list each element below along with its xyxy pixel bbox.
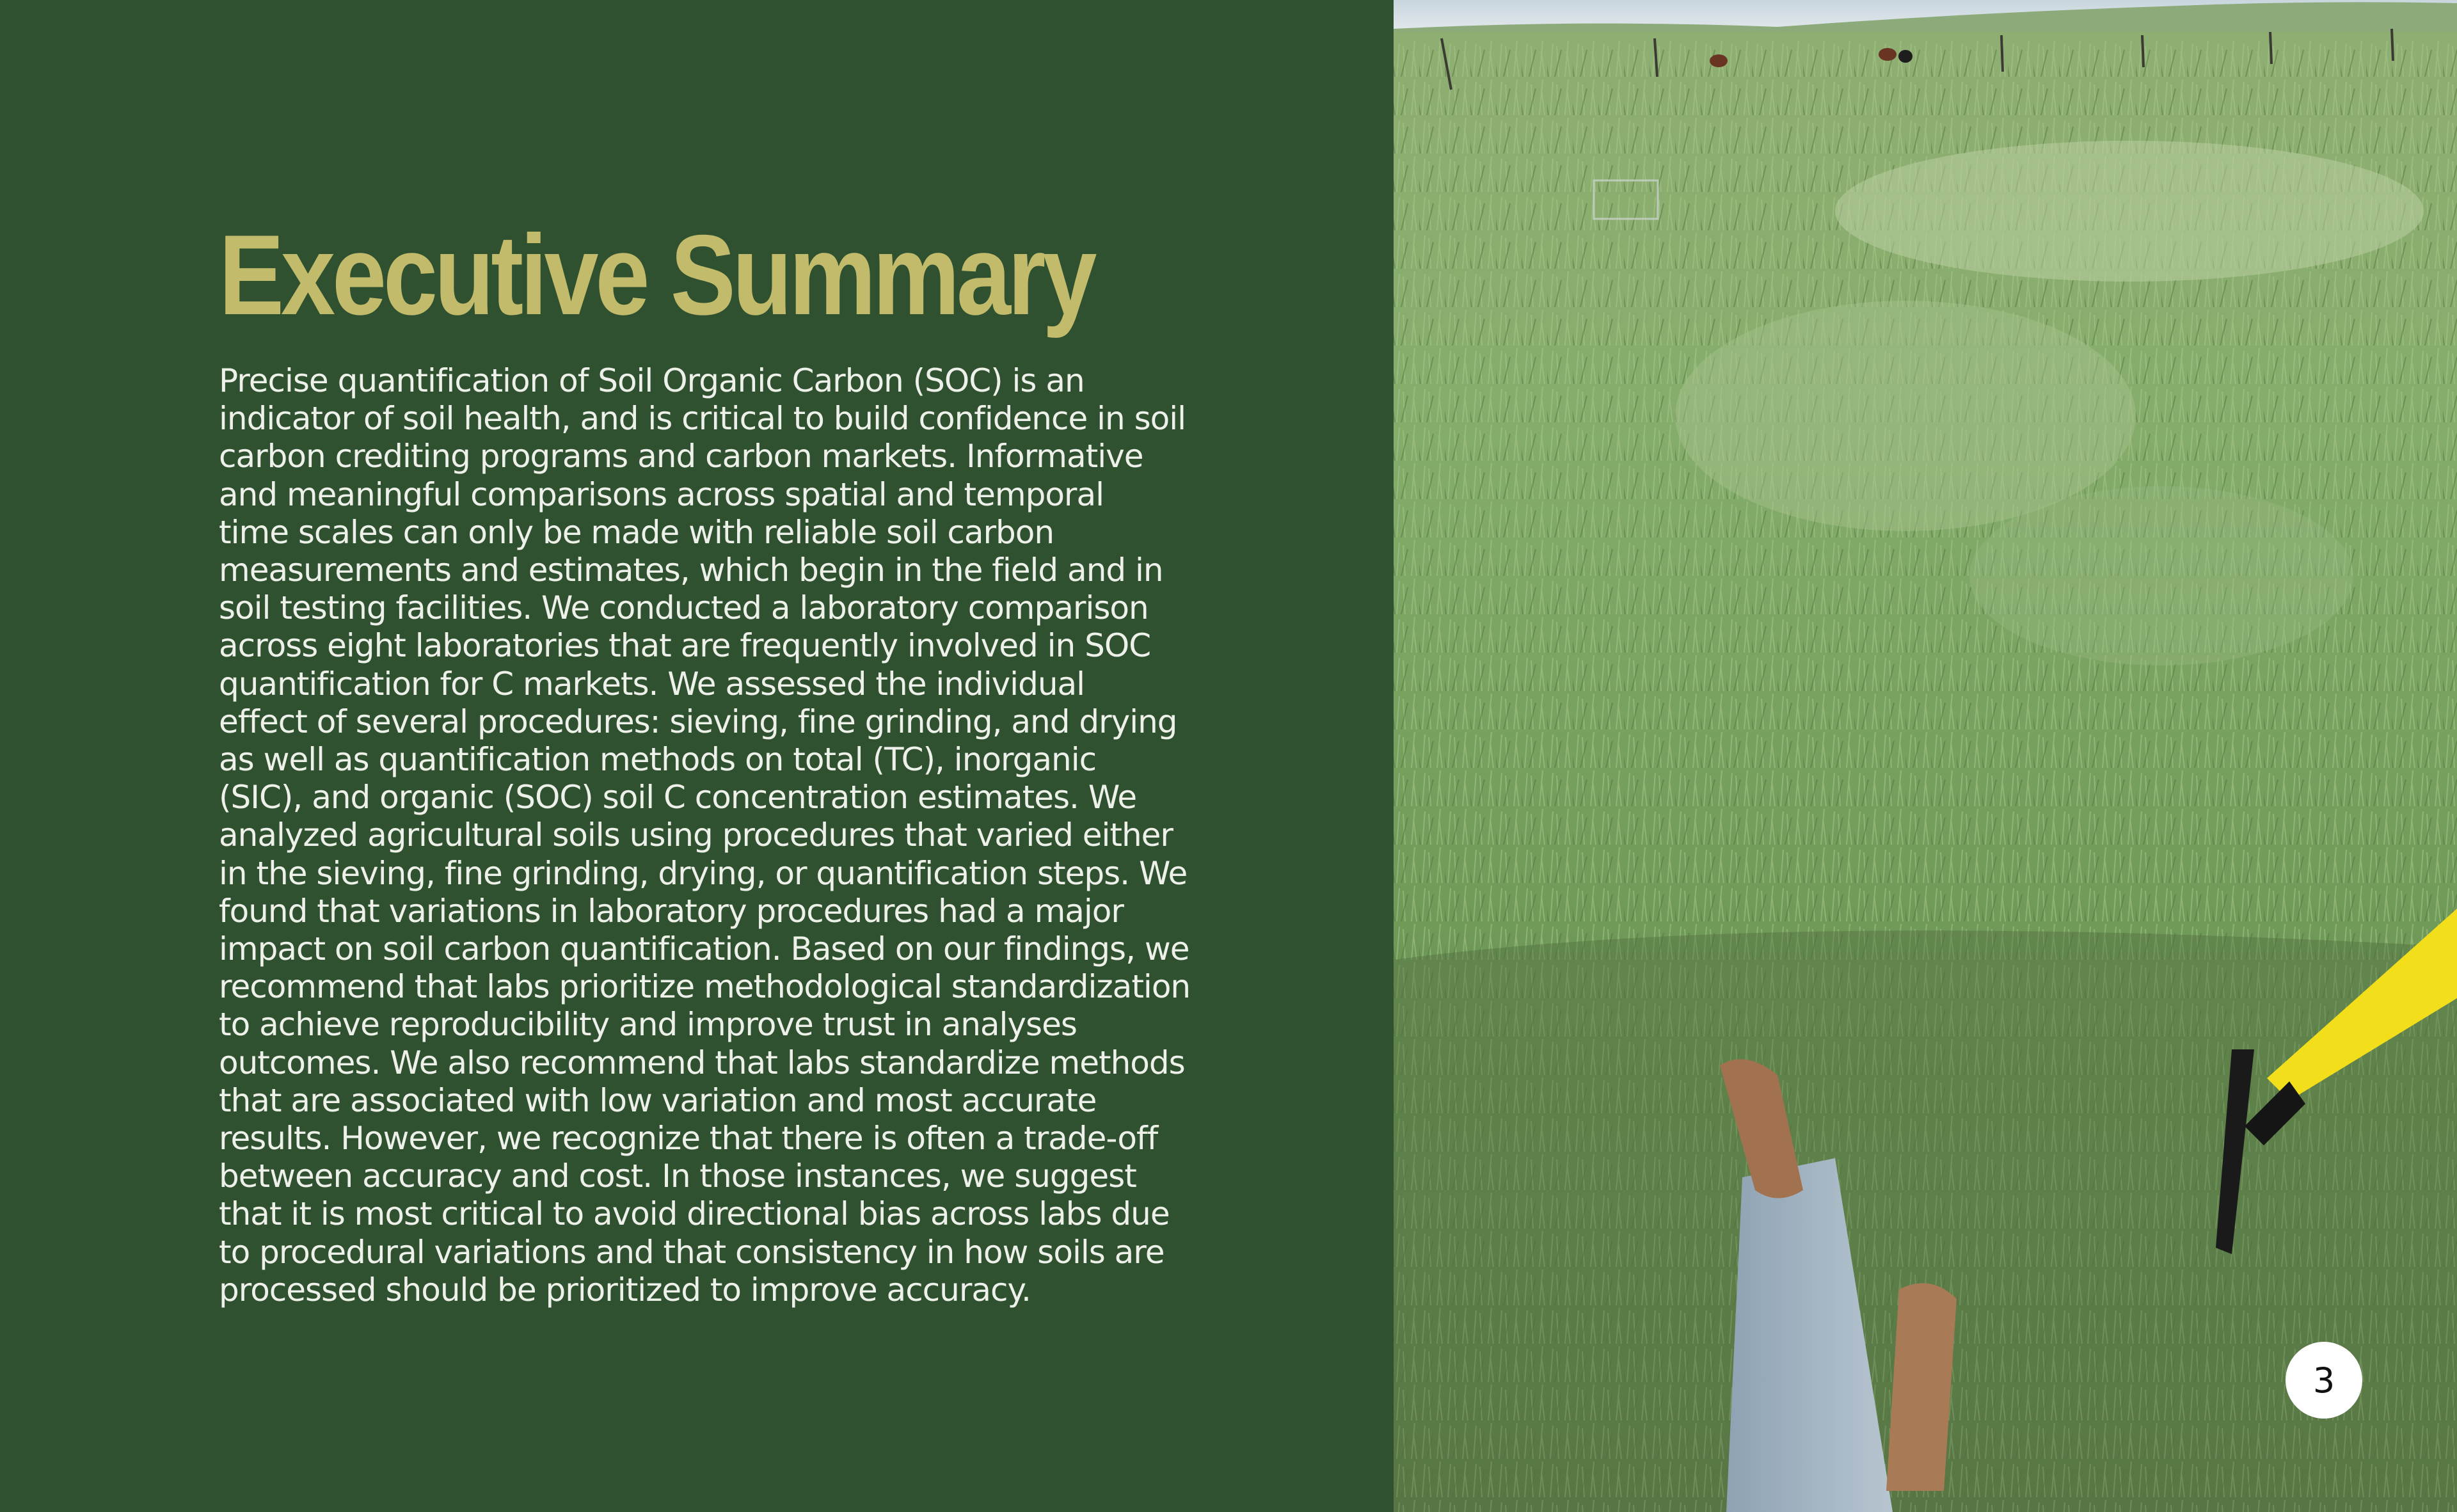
summary-line: outcomes. We also recommend that labs standardize methods bbox=[219, 1044, 1185, 1081]
summary-line: indicator of soil health, and is critical to build confidence in soil bbox=[219, 400, 1186, 438]
page-number-badge: 3 bbox=[2286, 1342, 2362, 1419]
summary-line: processed should be prioritized to improve accuracy. bbox=[219, 1271, 1031, 1309]
summary-line: measurements and estimates, which begin in the field and in bbox=[219, 552, 1163, 589]
summary-line: impact on soil carbon quantification. Based on our findings, we bbox=[219, 930, 1189, 968]
page-title: Executive Summary bbox=[219, 211, 1094, 338]
summary-line: (SIC), and organic (SOC) soil C concentration estimates. We bbox=[219, 779, 1137, 816]
summary-line: that it is most critical to avoid directional bias across labs due bbox=[219, 1195, 1170, 1233]
summary-paragraph bbox=[219, 362, 1230, 1309]
summary-line: in the sieving, fine grinding, drying, or quantification steps. We bbox=[219, 854, 1188, 892]
summary-line: found that variations in laboratory procedures had a major bbox=[219, 892, 1124, 930]
summary-line: as well as quantification methods on total (TC), inorganic bbox=[219, 741, 1097, 779]
summary-line: that are associated with low variation and most accurate bbox=[219, 1081, 1097, 1119]
summary-line: soil testing facilities. We conducted a laboratory comparison bbox=[219, 589, 1149, 627]
summary-line: quantification for C markets. We assessed the individual bbox=[219, 665, 1085, 703]
summary-line: and meaningful comparisons across spatial and temporal bbox=[219, 475, 1104, 513]
summary-line: Precise quantification of Soil Organic Carbon (SOC) is an bbox=[219, 362, 1085, 399]
summary-line: between accuracy and cost. In those instances, we suggest bbox=[219, 1158, 1136, 1195]
summary-line: analyzed agricultural soils using procedures that varied either bbox=[219, 816, 1173, 854]
summary-line: time scales can only be made with reliable soil carbon bbox=[219, 513, 1054, 551]
summary-line: results. However, we recognize that there is often a trade-off bbox=[219, 1120, 1158, 1158]
grassland-photo bbox=[1394, 0, 2457, 1512]
summary-line: to achieve reproducibility and improve trust in analyses bbox=[219, 1006, 1077, 1044]
summary-line: carbon crediting programs and carbon markets. Informative bbox=[219, 438, 1143, 475]
summary-line: effect of several procedures: sieving, fine grinding, and drying bbox=[219, 703, 1177, 740]
summary-line: recommend that labs prioritize methodological standardization bbox=[219, 968, 1191, 1006]
summary-line: to procedural variations and that consistency in how soils are bbox=[219, 1233, 1165, 1271]
summary-line: across eight laboratories that are frequently involved in SOC bbox=[219, 627, 1151, 665]
